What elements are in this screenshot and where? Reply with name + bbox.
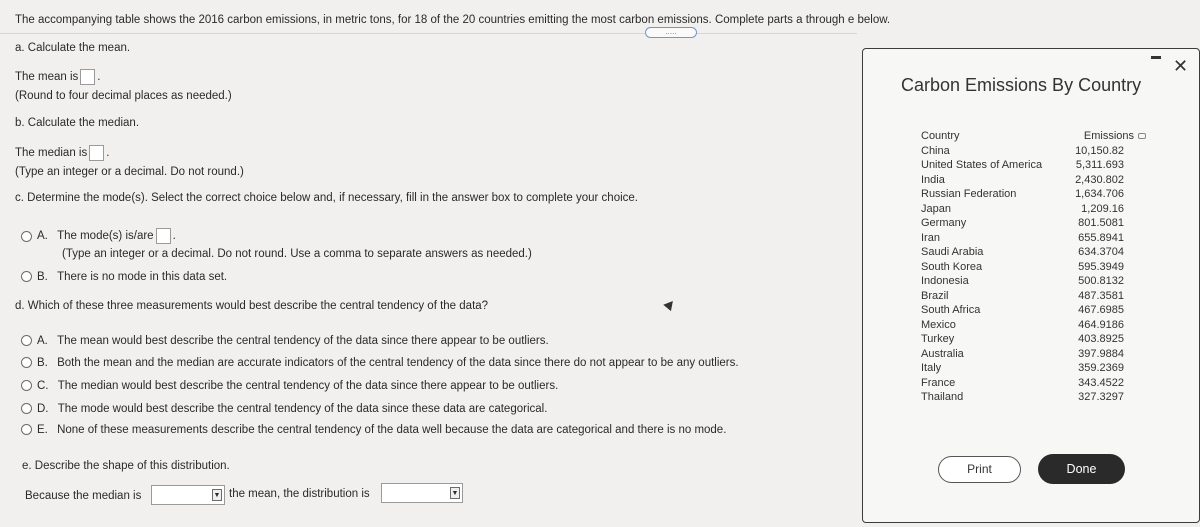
central-tendency-option-a[interactable] [21,335,549,347]
minimize-icon[interactable] [1151,56,1161,59]
choice-text: The mode(s) is/are [57,230,154,243]
country-cell: India [921,173,945,186]
part-e-prefix: Because the median is [25,490,142,502]
table-row [921,216,1146,231]
mode-choice-a[interactable] [21,228,176,244]
country-cell: South Africa [921,304,981,316]
choice-letter: C. [37,380,49,392]
emissions-cell: 327.3297 [1078,391,1124,403]
part-e-heading: e. Describe the shape of this distribution. [22,460,230,472]
table-row [921,361,1146,376]
emissions-cell: 467.6985 [1078,304,1124,316]
part-a-heading: a. Calculate the mean. [15,42,131,54]
table-row [921,347,1146,362]
table-header [921,129,1146,144]
country-cell: United States of America [921,159,1043,171]
part-d-heading: d. Which of these three measurements would best describe the central tendency of the data? [15,300,489,312]
divider [697,33,857,34]
part-b-prompt [15,145,109,161]
table-row [921,332,1146,347]
country-cell: Mexico [921,318,956,331]
table-row [921,376,1146,391]
divider [0,33,645,34]
part-e-middle: the mean, the distribution is [229,488,370,500]
emissions-cell: 359.2369 [1078,362,1124,374]
choice-period: . [172,230,176,243]
emissions-cell: 2,430.802 [1075,173,1124,186]
table-row [921,260,1146,275]
choice-letter: D. [37,403,49,415]
table-row [921,202,1146,217]
radio-button[interactable] [21,335,32,346]
emissions-cell: 801.5081 [1078,217,1124,229]
part-b-heading: b. Calculate the median. [15,117,140,129]
radio-button[interactable] [21,424,32,435]
emissions-cell: 595.3949 [1078,260,1124,273]
choice-letter: B. [37,271,48,283]
country-cell: Japan [921,202,951,215]
emissions-cell: 5,311.693 [1075,159,1124,171]
table-row [921,173,1146,188]
print-button[interactable]: Print [938,456,1021,483]
choice-text: The mode would best describe the central tendency of the data since these data are categorical. [57,403,548,415]
mean-period: . [97,71,101,84]
median-period: . [106,147,110,160]
mean-answer-input[interactable] [80,69,95,85]
distribution-shape-dropdown[interactable] [381,483,463,503]
choice-text: The mean would best describe the central tendency of the data since there appear to be outliers. [57,335,549,347]
emissions-cell: 464.9186 [1078,318,1124,331]
country-cell: Italy [921,362,942,374]
table-row [921,318,1146,333]
emissions-cell: 403.8925 [1078,333,1124,345]
radio-button[interactable] [21,403,32,414]
country-cell: Brazil [921,289,949,302]
country-cell: Turkey [921,333,955,345]
dropdown-arrow-icon: ▼ [450,487,460,499]
table-row [921,274,1146,289]
country-cell: Saudi Arabia [921,246,984,258]
part-c-heading: c. Determine the mode(s). Select the correct choice below and, if necessary, fill in the answer box to complete your choice. [15,192,638,204]
table-row [921,303,1146,318]
column-header-country: Country [921,130,960,142]
popup-title: Carbon Emissions By Country [901,75,1142,95]
choice-letter: A. [37,335,48,347]
choice-text: Both the mean and the median are accurate indicators of the central tendency of the data since there do not appear to be any outliers. [57,357,739,369]
country-cell: Australia [921,347,964,360]
country-cell: Thailand [921,391,964,403]
choice-letter: B. [37,357,48,369]
emissions-cell: 343.4522 [1078,376,1124,389]
table-row [921,390,1146,405]
central-tendency-option-d[interactable] [21,403,547,415]
column-header-emissions [1061,129,1146,144]
emissions-cell: 1,634.706 [1075,188,1124,200]
table-row [921,187,1146,202]
emissions-header-label: Emissions [1083,130,1134,142]
central-tendency-option-e[interactable] [21,424,726,436]
central-tendency-option-c[interactable] [21,380,558,392]
done-button[interactable]: Done [1038,454,1125,484]
country-cell: Indonesia [921,275,969,287]
question-intro: The accompanying table shows the 2016 carbon emissions, in metric tons, for 18 of the 20 countries emitting the most carbon emissions. Complete parts a through e below. [15,14,891,26]
part-a-note: (Round to four decimal places as needed.) [15,90,232,102]
country-cell: Germany [921,217,967,229]
emissions-cell: 500.8132 [1078,275,1124,287]
choice-text: The median would best describe the central tendency of the data since there appear to be outliers. [57,380,559,392]
table-row [921,231,1146,246]
radio-button[interactable] [21,380,32,391]
country-cell: France [921,376,956,389]
choice-letter: E. [37,424,48,436]
country-cell: China [921,144,950,157]
radio-button[interactable] [21,357,32,368]
emissions-cell: 1,209.16 [1081,202,1124,215]
expand-button[interactable]: ..... [645,27,697,38]
emissions-table [921,129,1146,405]
emissions-cell: 397.9884 [1078,347,1124,360]
mode-choice-b[interactable] [21,271,227,283]
choice-text: None of these measurements describe the central tendency of the data well because the data are categorical and there is no mode. [57,424,727,436]
emissions-cell: 10,150.82 [1075,144,1124,157]
close-icon[interactable]: ✕ [1173,56,1189,76]
radio-button[interactable] [21,231,32,242]
part-a-prompt [15,69,100,85]
mode-answer-input[interactable] [156,228,171,244]
median-vs-mean-dropdown[interactable] [151,485,225,505]
table-row [921,245,1146,260]
emissions-cell: 655.8941 [1078,231,1124,244]
radio-button[interactable] [21,271,32,282]
choice-letter: A. [37,230,48,243]
copy-icon[interactable] [1138,133,1146,139]
country-cell: South Korea [921,260,983,273]
part-b-note: (Type an integer or a decimal. Do not round.) [15,166,244,178]
choice-text: There is no mode in this data set. [57,271,228,283]
median-label: The median is [15,147,88,160]
central-tendency-option-b[interactable] [21,357,739,369]
median-answer-input[interactable] [89,145,104,161]
emissions-cell: 634.3704 [1078,246,1124,258]
table-row [921,289,1146,304]
table-row [921,158,1146,173]
dropdown-arrow-icon: ▼ [212,489,222,501]
country-cell: Russian Federation [921,188,1017,200]
table-row [921,144,1146,159]
mouse-cursor-icon [663,298,676,311]
country-cell: Iran [921,231,940,244]
carbon-emissions-popup [862,48,1200,523]
mode-choice-a-note: (Type an integer or a decimal. Do not round. Use a comma to separate answers as needed.) [62,248,532,260]
mean-label: The mean is [15,71,79,84]
emissions-cell: 487.3581 [1078,289,1124,302]
